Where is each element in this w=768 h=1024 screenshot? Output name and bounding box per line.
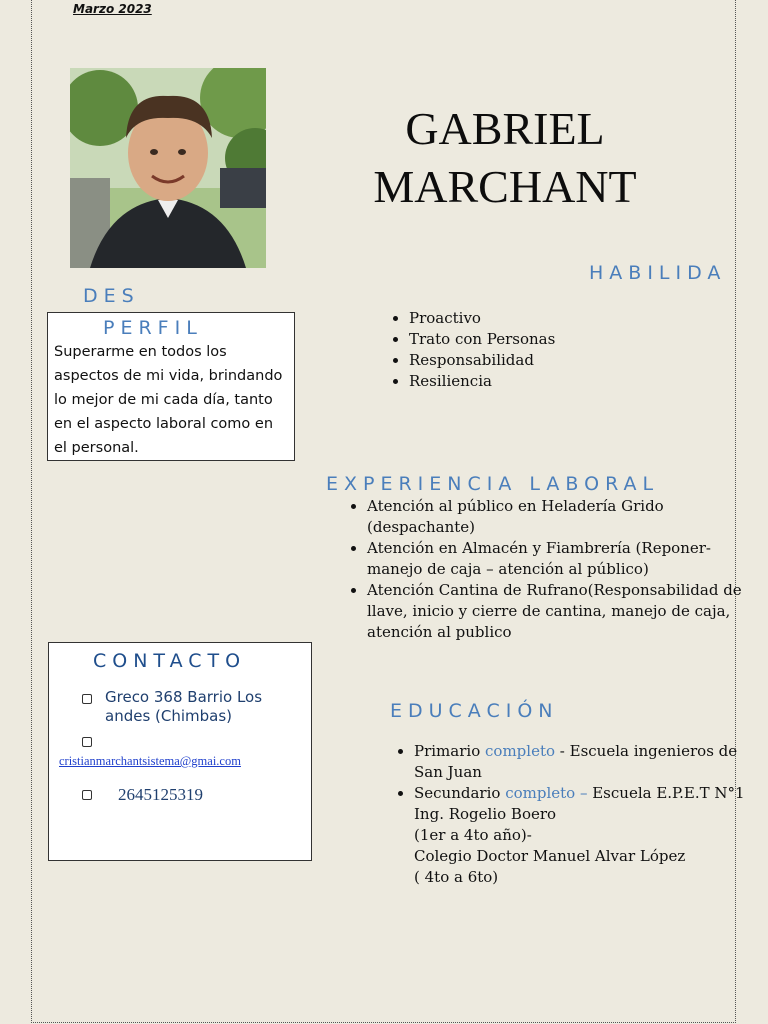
perfil-title-top: DES (83, 285, 140, 307)
name-last: MARCHANT (373, 161, 637, 212)
perfil-text: Superarme en todos los aspectos de mi vida, brindando lo mejor de mi cada día, tanto en el aspecto laboral como en el personal. (54, 344, 283, 456)
list-item: • Atención Cantina de Rufrano(Responsabilidad de llave, inicio y cierre de cantina, manejo de caja, atención al publico (367, 580, 757, 643)
phone-icon (82, 790, 92, 800)
list-item: • Proactivo (409, 308, 555, 329)
educacion-list (392, 741, 754, 888)
contact-title: CONTACTO (93, 650, 247, 672)
edu-school: Escuela E.P.E.T N°1 Ing. Rogelio Boero (414, 784, 745, 823)
email-icon (82, 737, 92, 747)
list-item: • Atención en Almacén y Fiambrería (Reponer- manejo de caja – atención al público) (367, 538, 757, 580)
list-item-secundario (414, 783, 754, 888)
edu-school-2: Colegio Doctor Manuel Alvar López (414, 847, 686, 865)
list-item: • Responsabilidad (409, 350, 555, 371)
profile-photo-graphic (70, 68, 266, 268)
educacion-title: EDUCACIÓN (390, 700, 559, 722)
location-icon (82, 694, 92, 704)
edu-level: Secundario (414, 784, 501, 802)
edu-status: completo – (505, 784, 588, 802)
list-item: • Atención al público en Heladería Grido (despachante) (367, 496, 757, 538)
experiencia-title: EXPERIENCIA LABORAL (326, 473, 660, 495)
edu-school: - Escuela ingenieros de San Juan (414, 742, 738, 781)
contact-email[interactable]: cristianmarchantsistema@gmai.com (59, 754, 241, 768)
perfil-title: PERFIL (103, 317, 203, 339)
contact-address: Greco 368 Barrio Los andes (Chimbas) (105, 688, 263, 725)
profile-photo (70, 68, 266, 268)
list-item-primario (414, 741, 754, 783)
experiencia-list (345, 496, 757, 643)
habilidades-title: HABILIDA (589, 262, 727, 284)
name-first: GABRIEL (405, 103, 605, 154)
edu-level: Primario (414, 742, 481, 760)
person-name (340, 100, 670, 216)
edu-years-2: ( 4to a 6to) (414, 868, 499, 886)
edu-status: completo (485, 742, 556, 760)
list-item: • Trato con Personas (409, 329, 555, 350)
date-label: Marzo 2023 (73, 2, 152, 16)
edu-years: (1er a 4to año)- (414, 826, 532, 844)
habilidades-list (387, 308, 555, 392)
contact-box (48, 642, 312, 861)
contact-phone: 2645125319 (118, 785, 203, 804)
list-item: • Resiliencia (409, 371, 555, 392)
